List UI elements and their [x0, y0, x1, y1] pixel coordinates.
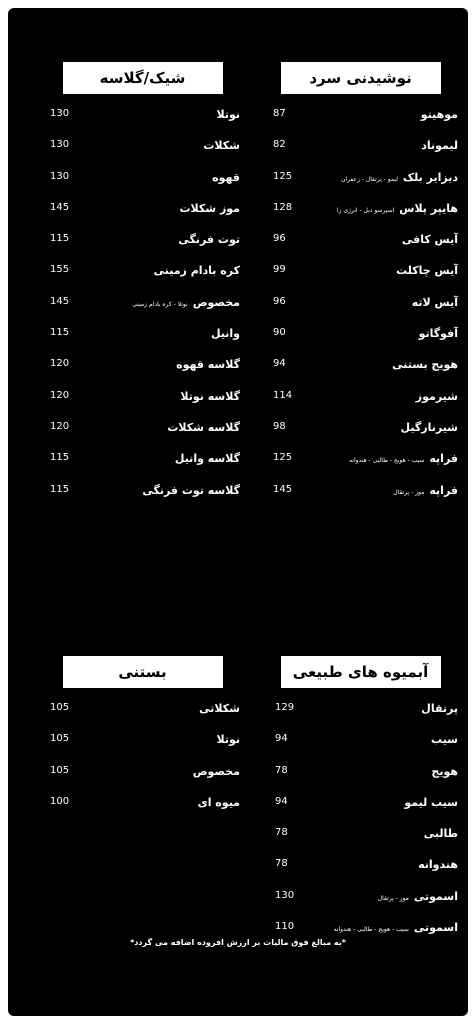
item-note: سیب - هویج - طالبی - هندوانه — [333, 926, 409, 934]
menu-item-label — [416, 390, 458, 403]
item-name: گلاسه توت فرنگی — [142, 483, 240, 497]
item-name: میوه ای — [197, 795, 240, 809]
menu-item-label — [154, 264, 240, 277]
menu-item — [263, 264, 458, 295]
menu-item — [45, 296, 240, 327]
menu-item — [45, 733, 240, 764]
item-price: 90 — [273, 327, 286, 339]
menu-item — [263, 765, 458, 796]
item-price: 82 — [273, 139, 286, 151]
menu-item — [263, 796, 458, 827]
item-name: نوتلا — [216, 733, 240, 747]
item-price: 94 — [273, 358, 286, 370]
menu-item — [45, 264, 240, 295]
item-price: 145 — [50, 295, 70, 307]
item-price: 130 — [50, 108, 70, 119]
menu-item — [263, 139, 458, 170]
menu-item-label — [212, 171, 240, 184]
tax-note: *به مبالغ فوق مالیات بر ارزش افزوده اضافه می گردد* — [130, 938, 346, 947]
menu-item-label — [421, 139, 458, 152]
item-name: هندوانه — [418, 858, 458, 872]
menu-item — [45, 452, 240, 483]
item-name: وانیل — [210, 327, 240, 341]
menu-item-label — [198, 796, 240, 809]
menu-item — [263, 296, 458, 327]
item-price: 96 — [273, 295, 286, 307]
item-price: 130 — [50, 139, 70, 151]
icecream-header: بستنی — [63, 656, 223, 688]
menu-item — [45, 233, 240, 264]
item-price: 125 — [273, 452, 293, 464]
item-price: 78 — [275, 827, 288, 839]
item-price: 110 — [275, 921, 295, 933]
item-name: توت فرنگی — [178, 233, 240, 247]
item-name: گلاسه شکلات — [167, 420, 240, 434]
menu-item — [45, 421, 240, 452]
menu-item-label — [421, 108, 458, 121]
item-name: اسموتی — [413, 921, 458, 935]
menu-item — [263, 202, 458, 233]
item-name: موهیتو — [420, 108, 458, 121]
item-price: 114 — [273, 389, 293, 401]
menu-item — [45, 765, 240, 796]
item-note: موز - پرتقال — [377, 894, 409, 902]
menu-item — [45, 202, 240, 233]
item-note: سیب - هویج - طالبی - هندوانه — [349, 457, 425, 465]
item-price: 96 — [273, 233, 286, 245]
menu-item-label — [341, 171, 458, 184]
item-price: 94 — [275, 733, 288, 745]
menu-item-label — [392, 358, 458, 371]
item-price: 100 — [50, 795, 70, 807]
item-price: 94 — [275, 795, 288, 807]
item-name: شکلات — [203, 139, 240, 153]
item-name: هویج بستنی — [392, 358, 458, 372]
menu-item-label — [175, 452, 240, 465]
menu-item — [45, 484, 240, 515]
juice-header: آبمیوه های طبیعی — [281, 656, 441, 688]
menu-item — [263, 827, 458, 858]
menu-item-label — [216, 108, 240, 121]
cold-drinks-list — [263, 108, 458, 515]
item-price: 120 — [50, 389, 70, 401]
cold-drinks-header: نوشیدنی سرد — [281, 62, 441, 94]
menu-item — [263, 108, 458, 139]
item-name: آیس لاته — [411, 295, 458, 309]
menu-item-label — [393, 484, 458, 497]
shake-header: شیک/گلاسه — [63, 62, 223, 94]
menu-item — [263, 890, 458, 921]
item-name: سیب — [431, 733, 458, 747]
menu-item — [45, 390, 240, 421]
item-price: 115 — [50, 327, 70, 339]
menu-item-label — [378, 890, 458, 903]
menu-item-label — [404, 796, 458, 809]
item-price: 155 — [50, 264, 70, 276]
item-name: آیس چاکلت — [396, 264, 458, 278]
item-name: کره بادام زمینی — [153, 264, 240, 278]
item-price: 129 — [275, 702, 295, 713]
shake-list — [45, 108, 240, 515]
item-name: فراپه — [429, 452, 458, 466]
menu-item-label — [418, 858, 458, 871]
item-note: لیمو - پرتقال - زعفران — [340, 175, 398, 183]
item-name: اسموتی — [413, 889, 458, 903]
item-price: 130 — [50, 170, 70, 182]
item-name: شیرنارگیل — [400, 420, 458, 434]
menu-item — [263, 484, 458, 515]
item-name: طالبی — [423, 827, 458, 841]
menu-item — [263, 702, 458, 733]
menu-item — [45, 796, 240, 827]
menu-item-label — [216, 733, 240, 746]
menu-item-label — [193, 765, 240, 778]
item-name: گلاسه نوتلا — [180, 389, 240, 403]
item-price: 115 — [50, 452, 70, 464]
menu-item-label — [180, 390, 240, 403]
item-price: 145 — [273, 483, 293, 495]
item-name: هایپر پلاس — [399, 201, 458, 215]
item-name: آفوگاتو — [418, 327, 458, 341]
menu-item — [263, 921, 458, 952]
menu-item-label — [419, 327, 458, 340]
menu-item — [263, 233, 458, 264]
menu-item — [45, 108, 240, 139]
item-name: موز شکلات — [179, 201, 240, 215]
item-price: 120 — [50, 420, 70, 432]
item-price: 105 — [50, 702, 70, 713]
item-note: موز - پرتقال — [393, 488, 425, 496]
item-price: 105 — [50, 733, 70, 745]
menu-item — [263, 858, 458, 889]
menu-item-label — [402, 233, 458, 246]
menu-item-label — [211, 327, 240, 340]
item-name: سیب لیمو — [404, 795, 458, 809]
icecream-list — [45, 702, 240, 827]
menu-item — [263, 171, 458, 202]
item-price: 98 — [273, 420, 286, 432]
item-name: هویج — [431, 764, 458, 778]
item-name: شکلاتی — [199, 702, 240, 715]
menu-item-label — [412, 296, 458, 309]
item-price: 78 — [275, 858, 288, 870]
item-price: 120 — [50, 358, 70, 370]
menu-item-label — [180, 202, 241, 215]
item-price: 87 — [273, 108, 286, 119]
item-name: دیزایر بلک — [402, 170, 458, 184]
item-name: لیموناد — [421, 139, 458, 153]
item-note: نوتلا - کره بادام زمینی — [132, 300, 188, 308]
menu-item-label — [337, 202, 458, 215]
menu-item-label — [203, 139, 240, 152]
menu-item-label — [424, 827, 458, 840]
menu-item-label — [431, 765, 458, 778]
menu-item-label — [142, 484, 240, 497]
menu-item — [263, 390, 458, 421]
item-price: 99 — [273, 264, 286, 276]
item-name: آیس کافی — [401, 233, 458, 247]
menu-item-label — [431, 733, 458, 746]
item-price: 78 — [275, 764, 288, 776]
menu-item-label — [396, 264, 458, 277]
menu-item-label — [199, 702, 240, 715]
menu-item-label — [401, 421, 458, 434]
menu-item — [263, 421, 458, 452]
menu-item — [45, 327, 240, 358]
item-price: 130 — [275, 889, 295, 901]
menu-item-label — [167, 421, 240, 434]
item-price: 145 — [50, 201, 70, 213]
item-name: گلاسه قهوه — [176, 358, 240, 372]
item-name: گلاسه وانیل — [174, 452, 240, 466]
item-name: قهوه — [212, 170, 240, 184]
menu-item-label — [132, 296, 240, 309]
juice-list — [263, 702, 458, 952]
menu-item — [263, 452, 458, 483]
item-name: مخصوص — [192, 764, 240, 778]
item-name: مخصوص — [192, 295, 240, 309]
menu-item — [263, 327, 458, 358]
item-name: نوتلا — [216, 108, 240, 121]
menu-item — [263, 358, 458, 389]
menu-item-label — [176, 358, 240, 371]
menu-item — [45, 702, 240, 733]
item-price: 128 — [273, 201, 293, 213]
item-price: 115 — [50, 233, 70, 245]
menu-item — [45, 171, 240, 202]
item-price: 115 — [50, 483, 70, 495]
menu-item-label — [334, 921, 458, 934]
menu-item — [45, 358, 240, 389]
item-note: اسپرسو دبل - انرژی زا — [336, 206, 395, 214]
menu-item-label — [349, 452, 458, 465]
item-name: شیرموز — [415, 389, 458, 403]
item-price: 105 — [50, 764, 70, 776]
item-name: فراپه — [429, 483, 458, 497]
item-price: 125 — [273, 170, 293, 182]
menu-item — [45, 139, 240, 170]
menu-item — [263, 733, 458, 764]
item-name: پرتقال — [421, 702, 458, 715]
menu-item-label — [178, 233, 240, 246]
menu-item-label — [421, 702, 458, 715]
